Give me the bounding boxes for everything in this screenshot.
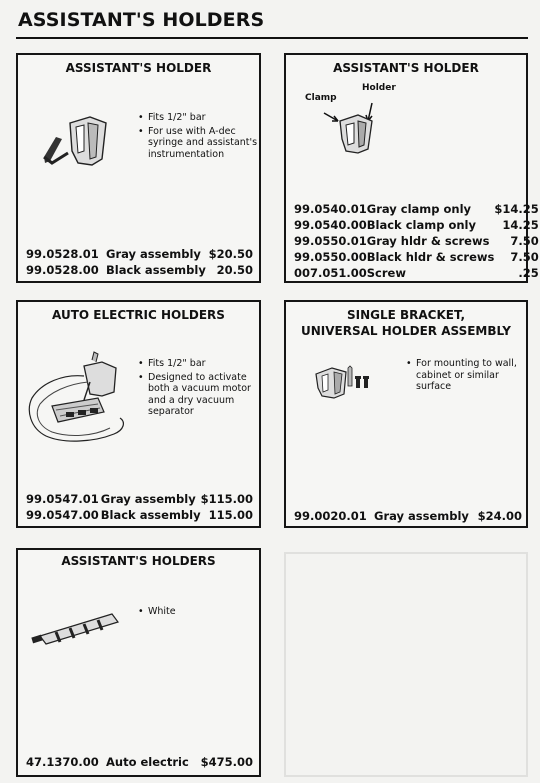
price: 14.25 <box>502 218 539 232</box>
feature-item: • Fits 1/2" bar <box>138 112 258 124</box>
panel-title: ASSISTANT'S HOLDERS <box>61 554 216 568</box>
feature-item: • Designed to activate both a vacuum motor and a dry vacuum separator <box>138 372 258 418</box>
price: $20.50 <box>208 247 253 261</box>
feature-item: • Fits 1/2" bar <box>138 358 258 370</box>
part-number: 99.0020.01 <box>294 509 367 523</box>
price-table <box>294 201 539 281</box>
price-table <box>26 246 253 278</box>
table-row <box>26 491 253 507</box>
part-number: 99.0547.00 <box>26 508 99 522</box>
price: $475.00 <box>200 755 253 769</box>
part-number: 99.0550.00 <box>294 250 367 264</box>
callout-clamp: Clamp <box>305 93 337 103</box>
feature-list <box>138 112 258 162</box>
price-table <box>26 754 253 770</box>
price-table <box>294 508 522 524</box>
panel-title: ASSISTANT'S HOLDER <box>65 61 212 75</box>
table-row <box>294 249 539 265</box>
holder-product-image <box>42 111 122 181</box>
price: 115.00 <box>208 508 253 522</box>
part-number: 99.0540.01 <box>294 202 367 216</box>
auto-electric-holder-image <box>24 352 134 462</box>
assistants-holder-bar-image <box>32 608 122 648</box>
panel-assistants-holder-clamp <box>284 53 539 283</box>
single-bracket-image <box>312 364 378 404</box>
feature-item: • For use with A-dec syringe and assistant's instrumentation <box>138 126 258 161</box>
table-row <box>26 507 253 523</box>
description: Gray assembly <box>106 247 201 261</box>
part-number: 99.0528.01 <box>26 247 99 261</box>
part-number: 99.0547.01 <box>26 492 99 506</box>
callout-holder: Holder <box>362 83 396 93</box>
feature-list <box>406 358 518 395</box>
clamp-holder-image <box>324 103 394 163</box>
panel-single-bracket <box>284 300 528 528</box>
description: Black clamp only <box>366 218 476 232</box>
description: Auto electric <box>106 755 189 769</box>
description: Gray hldr & screws <box>366 234 490 248</box>
description: Screw <box>366 266 406 280</box>
panel-title-line-2: UNIVERSAL HOLDER ASSEMBLY <box>301 324 511 338</box>
panel-assistants-holders-white <box>16 548 261 777</box>
description: Black hldr & screws <box>366 250 495 264</box>
panel-title-line-1: SINGLE BRACKET, <box>346 308 466 322</box>
table-row <box>294 265 539 281</box>
table-row <box>294 217 539 233</box>
table-row <box>26 246 253 262</box>
table-row <box>294 201 539 217</box>
feature-item: • White <box>138 606 248 618</box>
table-row <box>26 754 253 770</box>
part-number: 47.1370.00 <box>26 755 99 769</box>
price: 7.50 <box>510 234 539 248</box>
price: 20.50 <box>216 263 253 277</box>
table-row <box>294 233 539 249</box>
price: $115.00 <box>200 492 253 506</box>
price: $14.25 <box>494 202 539 216</box>
part-number: 99.0550.01 <box>294 234 367 248</box>
show-through-box <box>284 552 528 777</box>
price: $24.00 <box>477 509 522 523</box>
page-title: ASSISTANT'S HOLDERS <box>18 9 265 31</box>
description: Gray assembly <box>100 492 196 506</box>
title-rule <box>16 37 528 39</box>
table-row <box>26 262 253 278</box>
description: Gray clamp only <box>366 202 472 216</box>
feature-list <box>138 358 258 420</box>
price: 7.50 <box>510 250 539 264</box>
price: .25 <box>518 266 539 280</box>
panel-title: ASSISTANT'S HOLDER <box>333 61 479 75</box>
panel-title: AUTO ELECTRIC HOLDERS <box>52 308 225 322</box>
part-number: 99.0528.00 <box>26 263 99 277</box>
price-table <box>26 491 253 523</box>
part-number: 007.051.00 <box>294 266 367 280</box>
panel-assistants-holder <box>16 53 261 283</box>
feature-item: • For mounting to wall, cabinet or similar surface <box>406 358 518 393</box>
table-row <box>294 508 522 524</box>
description: Gray assembly <box>374 509 469 523</box>
part-number: 99.0540.00 <box>294 218 367 232</box>
description: Black assembly <box>106 263 206 277</box>
description: Black assembly <box>100 508 201 522</box>
feature-list <box>138 606 248 620</box>
panel-auto-electric-holders <box>16 300 261 528</box>
